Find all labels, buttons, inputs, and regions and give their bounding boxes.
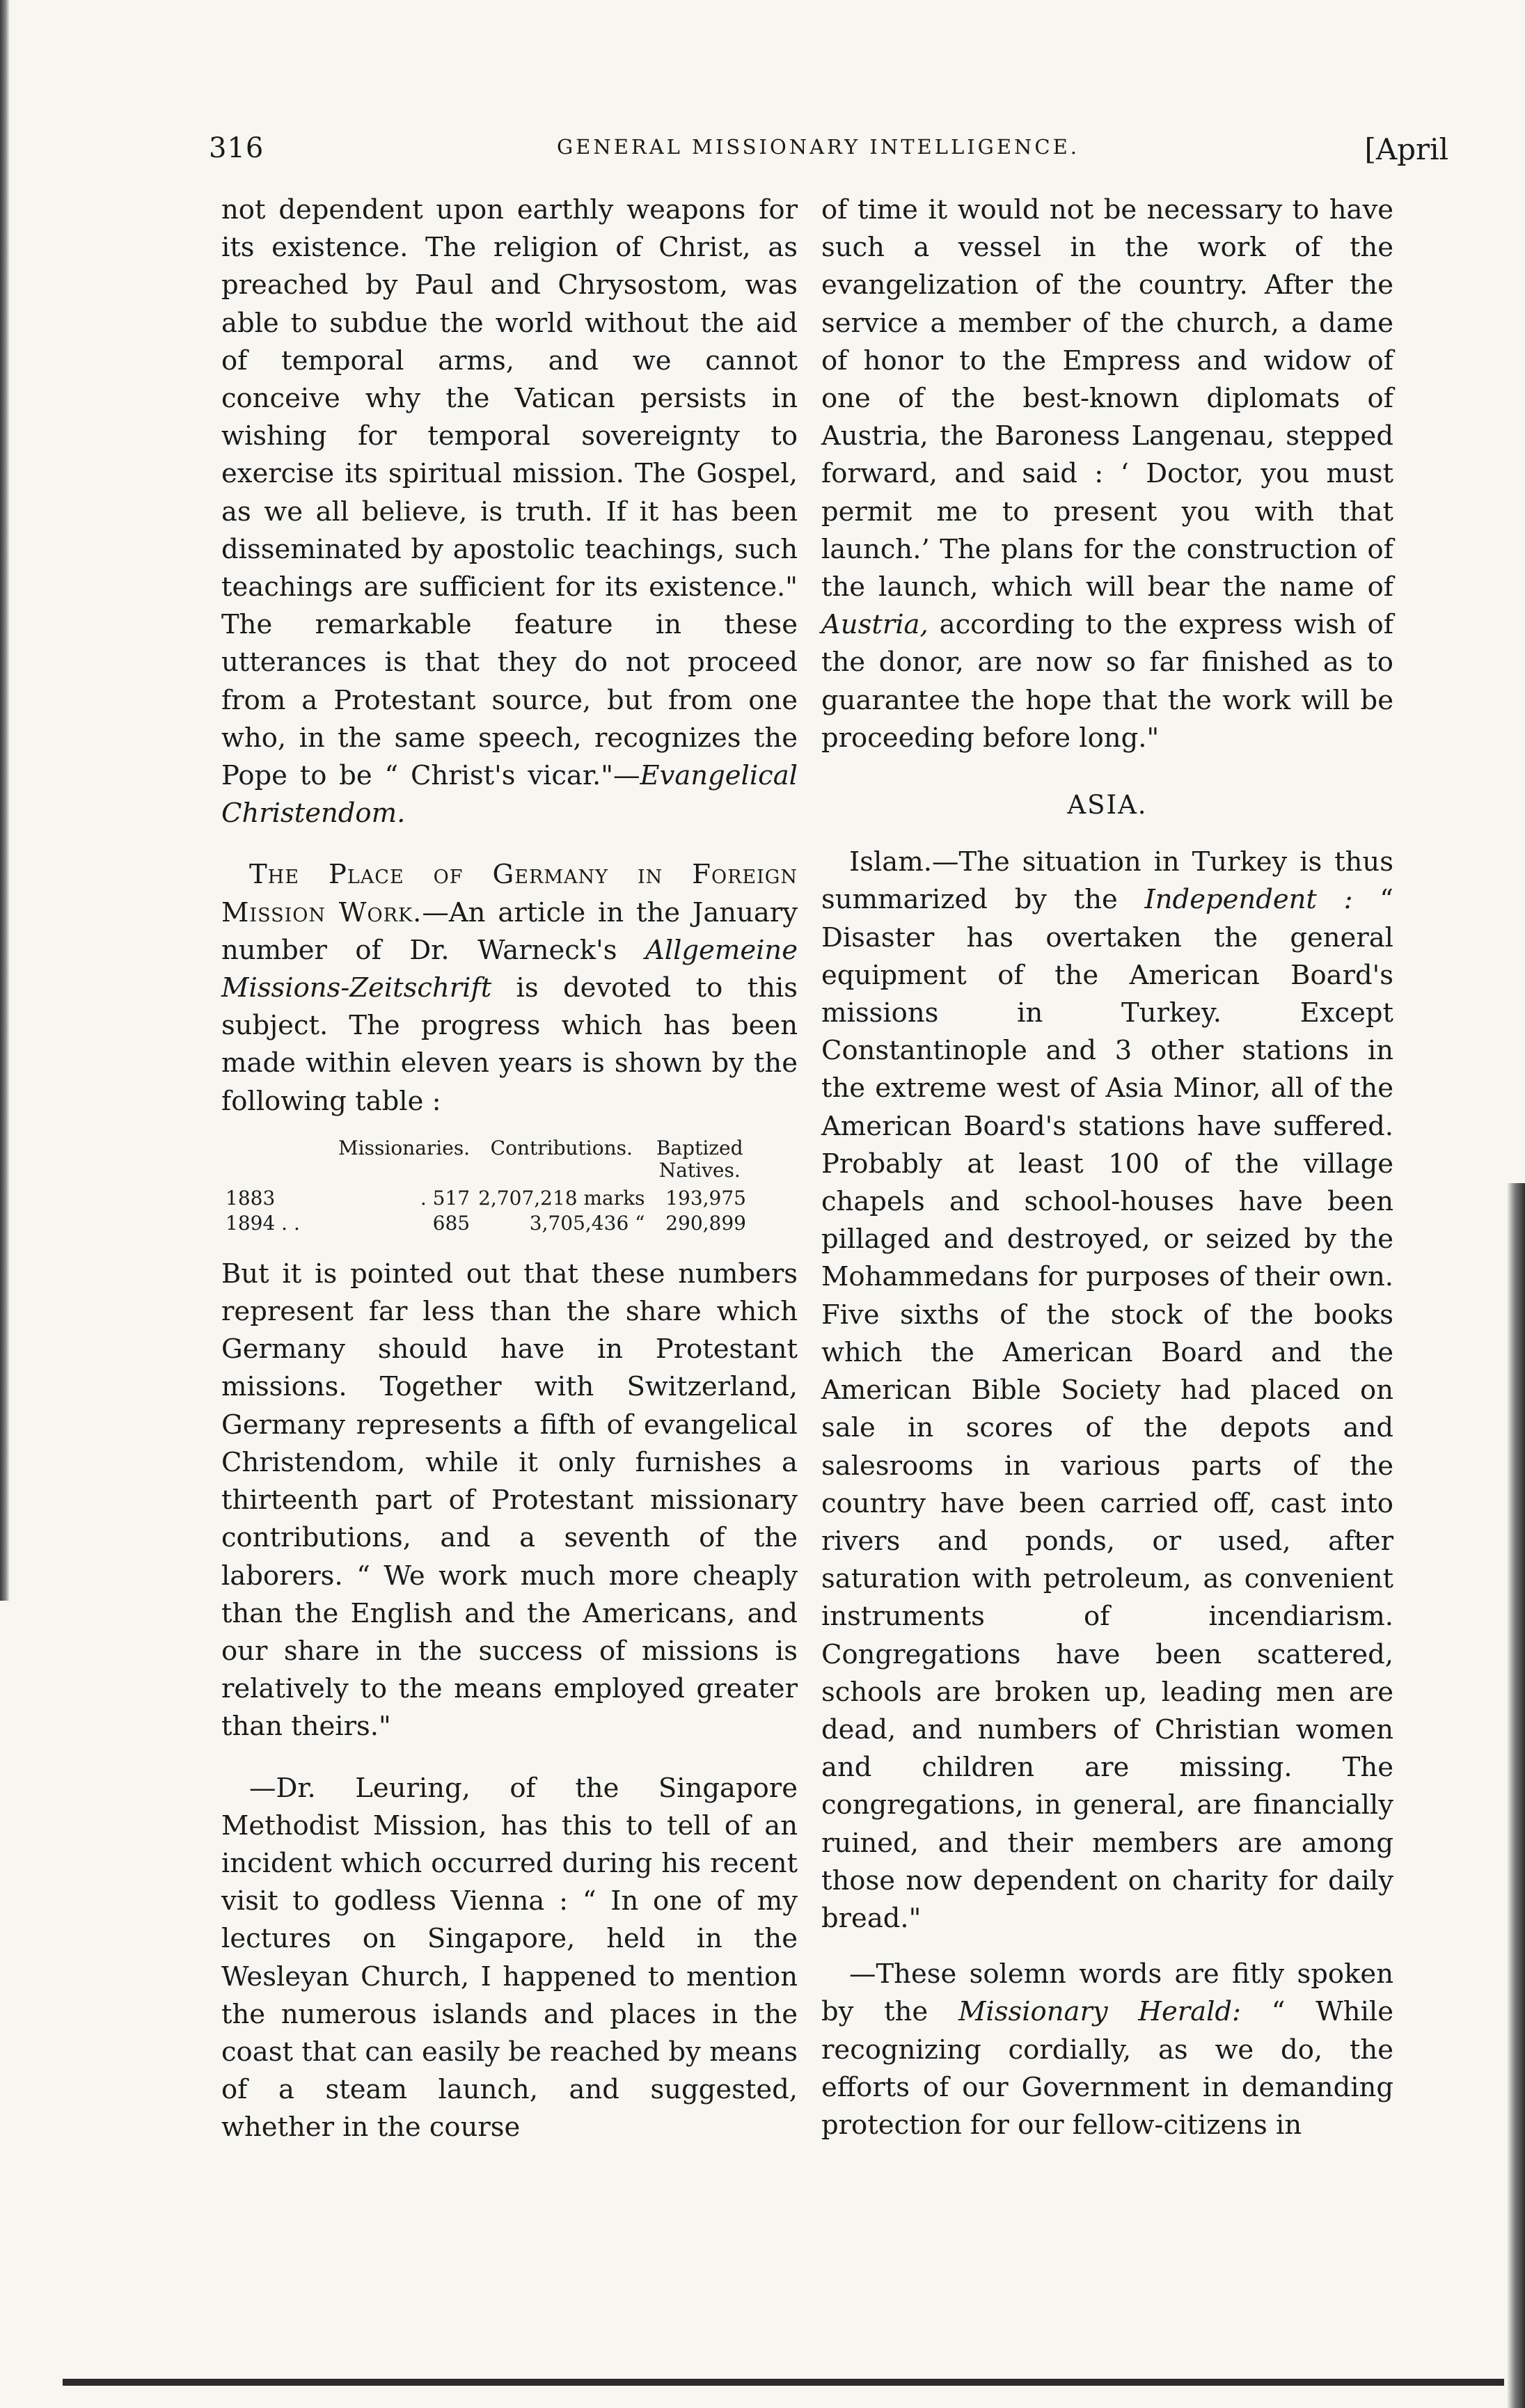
table-cell: . 517 bbox=[420, 1186, 471, 1210]
paragraph-herald: —These solemn words are fitly spoken by the Missionary Herald: “ While recognizing cordially, as we do, the efforts of our Government in demanding protection for our fellow-citizens in bbox=[821, 1958, 1394, 2141]
journal-title: Allgemeine Missions-Zeitschrift bbox=[221, 934, 798, 1004]
table-row bbox=[221, 1186, 750, 1211]
table-header: Missionaries. bbox=[338, 1136, 471, 1159]
running-title: GENERAL MISSIONARY INTELLIGENCE. bbox=[557, 135, 1080, 159]
right-column bbox=[821, 191, 1393, 2356]
table-header: Contributions. bbox=[490, 1136, 633, 1159]
paragraph-islam: Islam.—The situation in Turkey is thus summarized by the Independent : “ Disaster has overtaken the general equipment of the American Board's missions in Turkey. Except Constantinople and 3 other stations in the extreme west of Asia Minor, all of the American Board's stations have suffered. Probably at least 100 of the village chapels and school-houses have been pillaged and destroyed, or seized by the Mohammedans for purposes of their own. Five sixths of the stock of the books which the American Board and the American Bible Society had placed on sale in scores of the depots and salesrooms in various parts of the country have been carried off, cast into rivers and ponds, or used, after saturation with petroleum, as convenient instruments of incendiarism. Congregations have been scattered, schools are broken up, leading men are dead, and numbers of Christian women and children are missing. The congregations, in general, are financially ruined, and their members are among those now dependent on charity for daily bread." bbox=[821, 846, 1393, 1934]
ship-name: Austria, bbox=[821, 609, 929, 641]
source-citation: Evangelical Christendom. bbox=[221, 760, 798, 830]
paragraph-launch: of time it would not be necessary to have such a vessel in the work of the evangelization of the country. After the service a member of the church, a dame of honor to the Empress and widow of one of the best-known diplomats of Austria, the Baroness Langenau, stepped forward, and said : ‘ Doctor, you must permit me to present you with that launch.’ The plans for the construction of the launch, which will bear the name of Austria, according to the express wish of the donor, are now so far finished as to guarantee the hope that the work will be proceeding before long." bbox=[821, 194, 1393, 754]
running-header bbox=[209, 132, 1448, 174]
table-cell: 193,975 bbox=[665, 1186, 746, 1210]
table-header: Baptized Natives. bbox=[656, 1136, 743, 1182]
paragraph-vatican: not dependent upon earthly weapons for its existence. The religion of Christ, as preached by Paul and Chrysostom, was able to subdue the world without the aid of temporal arms, and we cannot conceive why the Vatican persists in wishing for temporal sovereignty to exercise its spiritual mission. The Gospel, as we all believe, is truth. If it has been disseminated by apostolic teachings, such teachings are sufficient for its existence." The remarkable feature in these utterances is that they do not proceed from a Protestant source, but from one who, in the same speech, recognizes the Pope to be “ Christ's vicar."—Evangelical Christendom. bbox=[221, 194, 798, 830]
mission-statistics-table bbox=[221, 1137, 750, 1236]
paragraph-germany: The Place of Germany in Foreign Mission Work.—An article in the January number of Dr. Warneck's Allgemeine Missions-Zeitschrift is devoted to this subject. The progress which has been made within eleven years is shown by the following table : bbox=[221, 859, 798, 1117]
table-cell: 1883 bbox=[226, 1186, 276, 1210]
article-heading: The Place of Germany in Foreign Mission Work. bbox=[221, 859, 798, 928]
table-cell: 290,899 bbox=[665, 1211, 746, 1235]
table-cell: 1894 . . bbox=[226, 1211, 300, 1235]
page-edge-left bbox=[0, 0, 10, 1601]
table-cell: 2,707,218 marks bbox=[478, 1186, 645, 1210]
header-month: [April bbox=[1364, 132, 1448, 166]
source-citation: Missionary Herald: bbox=[958, 1996, 1242, 2028]
table-cell: 685 bbox=[432, 1211, 471, 1235]
table-row bbox=[221, 1211, 750, 1236]
source-citation: Independent : bbox=[1144, 884, 1353, 916]
bottom-rule bbox=[63, 2379, 1504, 2386]
table-cell: 3,705,436 “ bbox=[529, 1211, 645, 1235]
table-header-row bbox=[221, 1137, 750, 1186]
table-header bbox=[221, 1137, 334, 1186]
page-edge-right bbox=[1507, 1183, 1525, 2408]
paragraph-share: But it is pointed out that these numbers represent far less than the share which Germany should have in Protestant missions. Together with Switzerland, Germany represents a fifth of evangelical Christendom, while it only furnishes a thirteenth part of Protestant missionary contributions, and a seventh of the laborers. “ We work much more cheaply than the English and the Americans, and our share in the success of missions is relatively to the means employed greater than theirs." bbox=[221, 1258, 798, 1743]
page-number: 316 bbox=[209, 132, 264, 164]
paragraph-leuring: —Dr. Leuring, of the Singapore Methodist Mission, has this to tell of an incident which occurred during his recent visit to godless Vienna : “ In one of my lectures on Singapore, held in the Wesleyan Church, I happened to mention the numerous islands and places in the coast that can easily be reached by means of a steam launch, and suggested, whether in the course bbox=[221, 1772, 798, 2144]
section-heading-asia: ASIA. bbox=[1067, 790, 1148, 821]
left-column bbox=[221, 191, 798, 2356]
